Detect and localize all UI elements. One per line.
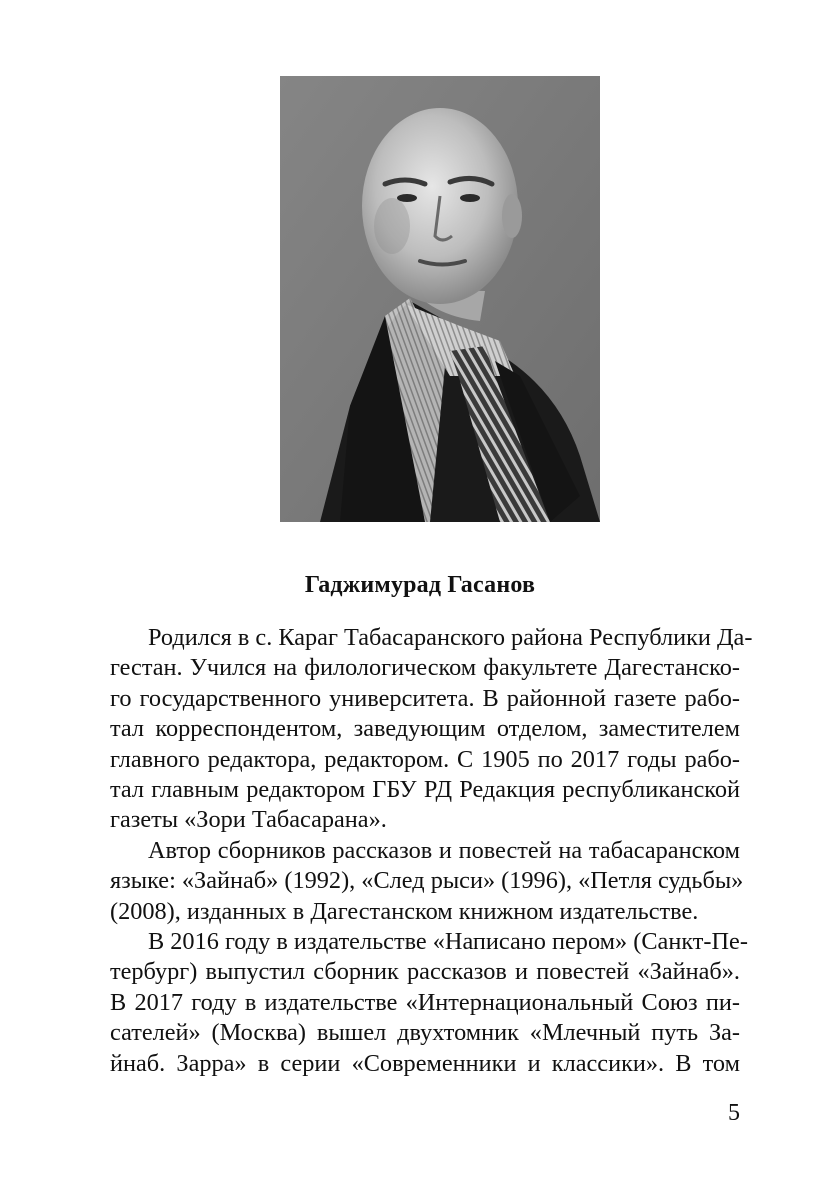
text-line: йнаб. Зарра» в серии «Современники и классики». В том — [110, 1049, 740, 1077]
text-line: го государственного университета. В районной газете рабо- — [110, 684, 740, 712]
author-portrait-photo — [280, 76, 600, 522]
text-line: газеты «Зори Табасарана». — [110, 806, 387, 834]
text-line: тал корреспондентом, заведующим отделом, заместителем — [110, 715, 740, 743]
page-number: 5 — [728, 1100, 740, 1126]
portrait-image — [280, 76, 600, 522]
author-name: Гаджимурад Гасанов — [304, 572, 536, 598]
text-line: Автор сборников рассказов и повестей на табасаранском — [148, 836, 740, 864]
text-line: сателей» (Москва) вышел двухтомник «Млечный путь За- — [110, 1019, 740, 1047]
text-line: Родился в с. Караг Табасаранского района Республики Да- — [148, 624, 753, 651]
text-line: В 2016 году в издательстве «Написано пером» (Санкт-Пе- — [148, 928, 748, 956]
text-line: гестан. Учился на филологическом факультете Дагестанско- — [110, 654, 740, 682]
text-line: тал главным редактором ГБУ РД Редакция республиканской — [110, 776, 740, 804]
text-line: тербург) выпустил сборник рассказов и повестей «Зайнаб». — [110, 958, 740, 986]
text-line: В 2017 году в издательстве «Интернациональный Союз пи- — [110, 988, 740, 1016]
text-line: (2008), изданных в Дагестанском книжном издательстве. — [110, 897, 699, 925]
text-line: главного редактора, редактором. С 1905 по 2017 годы рабо- — [110, 745, 740, 773]
text-line: языке: «Зайнаб» (1992), «След рыси» (1996), «Петля судьбы» — [110, 867, 744, 895]
biography-text — [110, 623, 753, 1079]
